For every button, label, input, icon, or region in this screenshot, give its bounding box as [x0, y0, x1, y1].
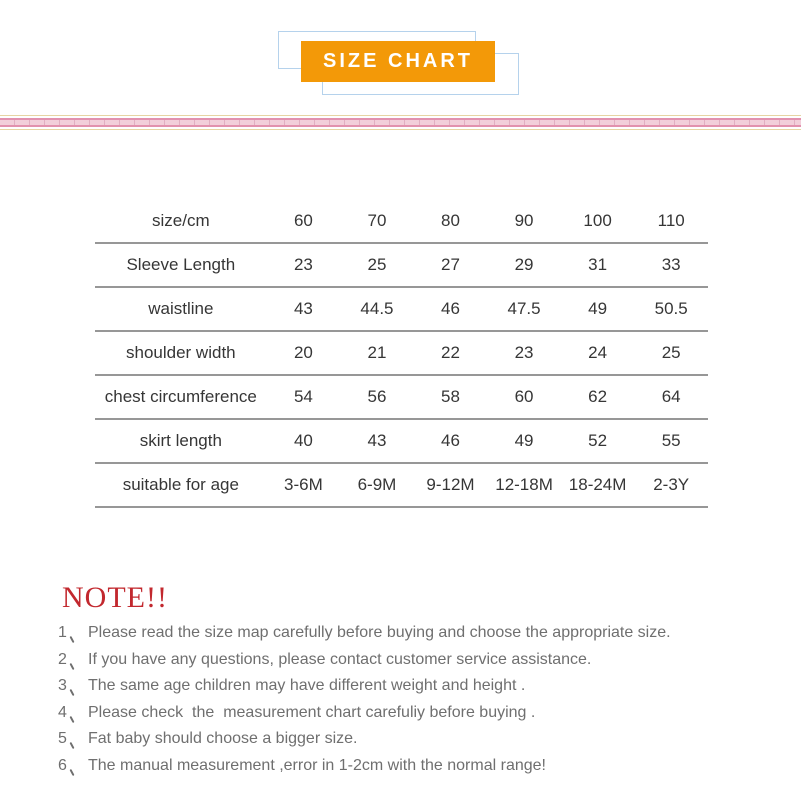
- size-chart-table: [95, 200, 708, 508]
- table-cell: 80: [414, 200, 488, 243]
- table-cell: 100: [561, 200, 635, 243]
- row-label: shoulder width: [95, 331, 267, 375]
- table-cell: 6-9M: [340, 463, 414, 507]
- ideographic-comma-mark: [69, 680, 77, 690]
- table-cell: 49: [487, 419, 561, 463]
- table-cell: 33: [634, 243, 708, 287]
- table-cell: 24: [561, 331, 635, 375]
- note-heading: NOTE!!: [62, 581, 168, 614]
- note-item-text: The same age children may have different weight and height .: [88, 677, 526, 694]
- table-cell: 44.5: [340, 287, 414, 331]
- table-cell: 70: [340, 200, 414, 243]
- table-row: [95, 331, 708, 375]
- table-cell: 25: [340, 243, 414, 287]
- note-item-text: Fat baby should choose a bigger size.: [88, 730, 358, 747]
- note-item: [58, 700, 758, 727]
- table-cell: 60: [487, 375, 561, 419]
- row-label: suitable for age: [95, 463, 267, 507]
- ideographic-comma-mark: [69, 733, 77, 743]
- ideographic-comma-mark: [69, 627, 77, 637]
- table-cell: 54: [267, 375, 341, 419]
- page-title: SIZE CHART: [323, 50, 473, 72]
- table-row: [95, 463, 708, 507]
- note-item: [58, 753, 758, 780]
- ideographic-comma-mark: [69, 760, 77, 770]
- table-cell: 23: [267, 243, 341, 287]
- table-cell: 58: [414, 375, 488, 419]
- table-cell: 90: [487, 200, 561, 243]
- table-header-row: [95, 200, 708, 243]
- table-row: [95, 375, 708, 419]
- table-cell: 56: [340, 375, 414, 419]
- row-label: size/cm: [95, 200, 267, 243]
- table-cell: 3-6M: [267, 463, 341, 507]
- note-item-number: 6: [58, 753, 88, 780]
- note-item: [58, 673, 758, 700]
- note-item-number: 5: [58, 726, 88, 753]
- table-cell: 64: [634, 375, 708, 419]
- table-cell: 50.5: [634, 287, 708, 331]
- note-item-text: Please read the size map carefully before buying and choose the appropriate size.: [88, 624, 671, 641]
- row-label: chest circumference: [95, 375, 267, 419]
- note-item-number: 1: [58, 620, 88, 647]
- note-item-text: Please check the measurement chart carefuliy before buying .: [88, 703, 536, 721]
- row-label: waistline: [95, 287, 267, 331]
- table-cell: 18-24M: [561, 463, 635, 507]
- striped-divider: [0, 115, 801, 130]
- table-cell: 21: [340, 331, 414, 375]
- note-item: [58, 726, 758, 753]
- note-item-number: 3: [58, 673, 88, 700]
- table-row: [95, 419, 708, 463]
- note-item-number: 4: [58, 700, 88, 727]
- row-label: Sleeve Length: [95, 243, 267, 287]
- table-cell: 60: [267, 200, 341, 243]
- table-cell: 29: [487, 243, 561, 287]
- table-cell: 47.5: [487, 287, 561, 331]
- table-cell: 12-18M: [487, 463, 561, 507]
- table-cell: 46: [414, 419, 488, 463]
- table-cell: 40: [267, 419, 341, 463]
- table-cell: 55: [634, 419, 708, 463]
- table-row: [95, 287, 708, 331]
- table-cell: 62: [561, 375, 635, 419]
- table-cell: 46: [414, 287, 488, 331]
- banner-orange-box: [301, 41, 495, 82]
- table-cell: 23: [487, 331, 561, 375]
- table-cell: 110: [634, 200, 708, 243]
- table-cell: 31: [561, 243, 635, 287]
- table-row: [95, 243, 708, 287]
- table-cell: 9-12M: [414, 463, 488, 507]
- table-cell: 43: [267, 287, 341, 331]
- ideographic-comma-mark: [69, 707, 77, 717]
- size-chart-banner: [278, 31, 520, 95]
- ideographic-comma-mark: [69, 654, 77, 664]
- table-cell: 2-3Y: [634, 463, 708, 507]
- note-item-text: The manual measurement ,error in 1-2cm with the normal range!: [88, 756, 546, 774]
- table-cell: 20: [267, 331, 341, 375]
- table-cell: 43: [340, 419, 414, 463]
- divider-tan-line-bottom: [0, 129, 801, 130]
- table-cell: 22: [414, 331, 488, 375]
- note-item-number: 2: [58, 647, 88, 674]
- row-label: skirt length: [95, 419, 267, 463]
- notes-list: [58, 620, 758, 779]
- table-cell: 27: [414, 243, 488, 287]
- table-cell: 49: [561, 287, 635, 331]
- note-item: [58, 647, 758, 674]
- size-table-body: [95, 200, 708, 507]
- table-cell: 25: [634, 331, 708, 375]
- note-item: [58, 620, 758, 647]
- note-item-text: If you have any questions, please contact customer service assistance.: [88, 650, 592, 668]
- table-cell: 52: [561, 419, 635, 463]
